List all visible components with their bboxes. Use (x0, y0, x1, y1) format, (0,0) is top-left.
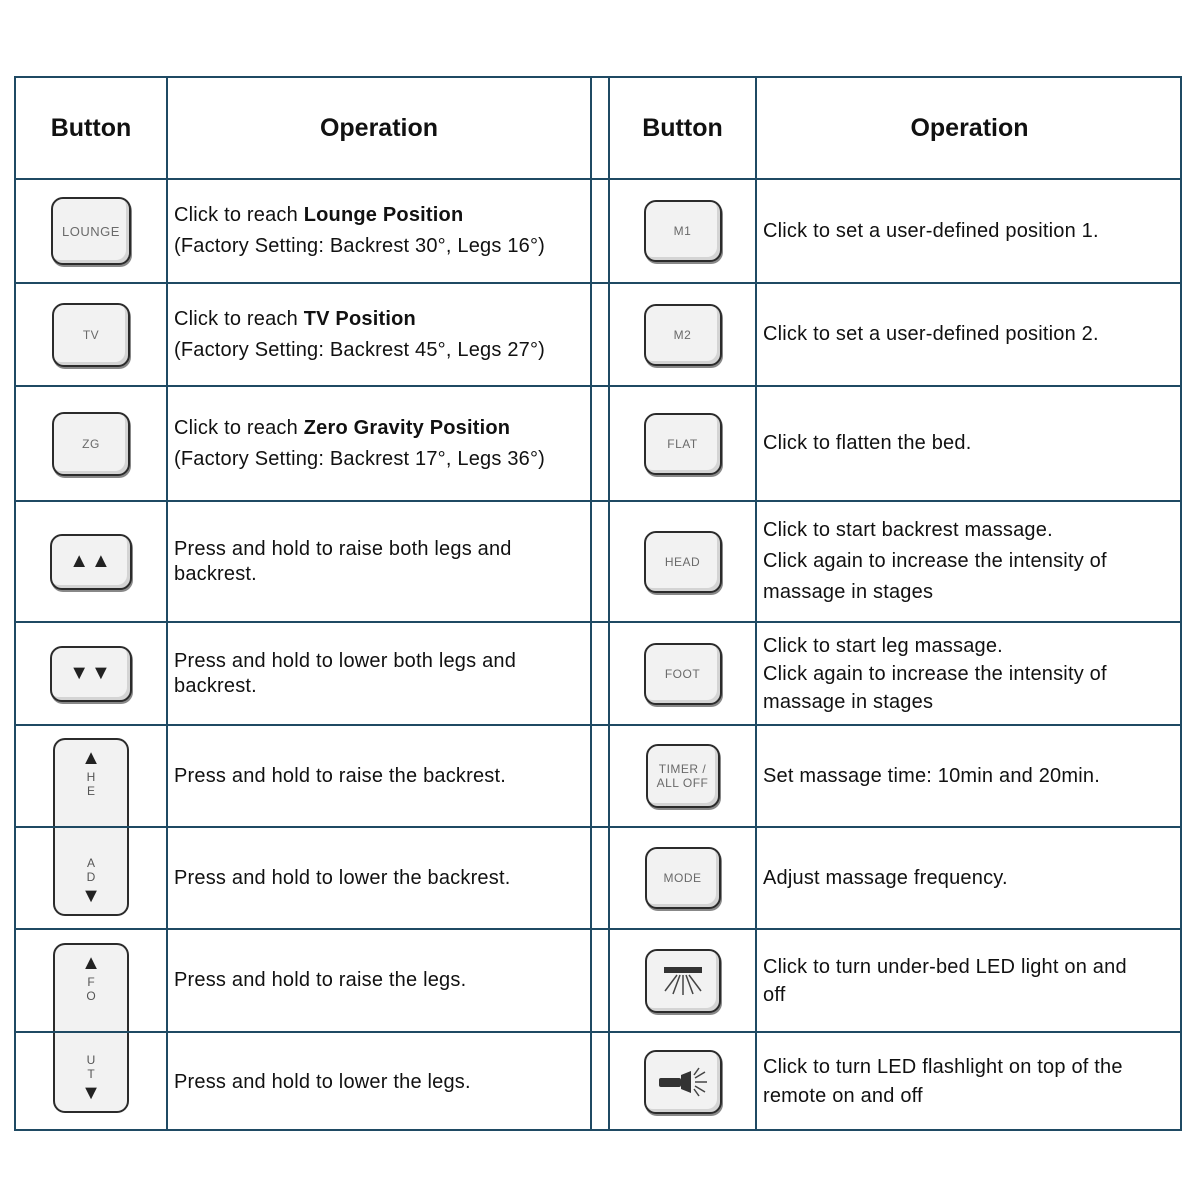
operation-text: Click again to increase the intensity of (763, 662, 1107, 685)
flat-button[interactable]: FLAT (644, 413, 722, 475)
table-row (16, 828, 1180, 928)
operation-text: remote on and off (763, 1085, 923, 1107)
operation-text: massage in stages (763, 690, 934, 713)
table-row (16, 623, 1180, 724)
table-row (16, 1033, 1180, 1131)
operation-text: Click to start leg massage. (763, 634, 1003, 657)
table-row (16, 726, 1180, 826)
button-letter: D (86, 870, 96, 884)
operation-text: Set massage time: 10min and 20min. (763, 764, 1100, 787)
button-letter: U (86, 1053, 96, 1067)
lounge-button[interactable]: LOUNGE (51, 197, 131, 265)
head-down-button[interactable] (53, 828, 129, 916)
button-letter: T (87, 1067, 95, 1081)
button-letter: H (86, 770, 96, 784)
under-bed-light-button[interactable] (645, 949, 721, 1013)
operation-text: Click to reach (174, 416, 304, 439)
header-operation-right: Operation (910, 113, 1029, 142)
head-up-button[interactable] (53, 738, 129, 826)
operation-text: off (763, 983, 786, 1006)
factory-setting-text: (Factory Setting: Backrest 30°, Legs 16°) (174, 235, 546, 257)
arrow-up-icon: ▲ (81, 952, 101, 974)
operation-text: Press and hold to lower the legs. (174, 1070, 471, 1093)
header-button-left: Button (50, 113, 132, 142)
factory-setting-text: (Factory Setting: Backrest 17°, Legs 36°) (174, 447, 546, 470)
operation-bold-text: Lounge Position (303, 204, 464, 226)
factory-setting-text: (Factory Setting: Backrest 45°, Legs 27°) (174, 338, 546, 361)
lower-all-button[interactable]: ▼▼ (50, 646, 132, 702)
mode-button[interactable]: MODE (645, 847, 721, 909)
operation-text: massage in stages (763, 581, 934, 603)
operation-text: backrest. (174, 562, 257, 585)
operation-text: Click again to increase the intensity of (763, 550, 1107, 572)
header-button-right: Button (642, 113, 723, 142)
foot-massage-button[interactable]: FOOT (644, 643, 722, 705)
operation-text: Click to set a user-defined position 1. (763, 219, 1099, 242)
arrow-up-icon: ▲ (81, 747, 101, 769)
zero-gravity-button[interactable]: ZG (52, 412, 130, 476)
foot-up-button[interactable] (53, 943, 129, 1031)
arrow-down-icon: ▼ (81, 885, 101, 907)
foot-down-button[interactable] (53, 1033, 129, 1113)
head-massage-button[interactable]: HEAD (644, 531, 722, 593)
operation-text: backrest. (174, 674, 257, 697)
raise-all-button[interactable]: ▲▲ (50, 534, 132, 590)
tv-button[interactable]: TV (52, 303, 130, 367)
table-row (16, 930, 1180, 1031)
flashlight-button[interactable] (644, 1050, 722, 1114)
operation-text: Press and hold to raise the legs. (174, 969, 467, 991)
operation-text: Click to reach (174, 307, 304, 330)
arrow-down-icon: ▼ (81, 1082, 101, 1104)
m2-button[interactable]: M2 (644, 304, 722, 366)
operation-text: Click to reach (174, 204, 304, 226)
operation-text: Click to flatten the bed. (763, 432, 972, 454)
button-operation-table (14, 76, 1182, 1131)
operation-text: Click to turn LED flashlight on top of the (763, 1056, 1123, 1078)
operation-text: Press and hold to lower both legs and (174, 649, 517, 672)
button-letter: F (87, 975, 95, 989)
button-letter: A (86, 856, 95, 870)
table-row (16, 180, 1180, 282)
header-operation-left: Operation (319, 113, 439, 142)
timer-all-off-button[interactable]: TIMER / ALL OFF (646, 744, 720, 808)
under-bed-light-icon (658, 963, 708, 999)
table-row (16, 387, 1180, 500)
operation-bold-text: Zero Gravity Position (303, 416, 511, 439)
operation-text: Adjust massage frequency. (763, 866, 1008, 889)
operation-text: Press and hold to lower the backrest. (174, 866, 511, 889)
operation-text: Press and hold to raise the backrest. (174, 764, 507, 787)
m1-button[interactable]: M1 (644, 200, 722, 262)
button-letter: E (86, 784, 95, 798)
operation-text: Press and hold to raise both legs and (174, 537, 512, 560)
operation-text: Click to start backrest massage. (763, 519, 1053, 541)
operation-text: Click to set a user-defined position 2. (763, 323, 1099, 345)
operation-bold-text: TV Position (303, 307, 416, 330)
table-row (16, 502, 1180, 621)
table-row (16, 284, 1180, 385)
button-letter: O (86, 989, 96, 1003)
flashlight-icon (655, 1067, 711, 1097)
operation-text: Click to turn under-bed LED light on and (763, 955, 1127, 978)
